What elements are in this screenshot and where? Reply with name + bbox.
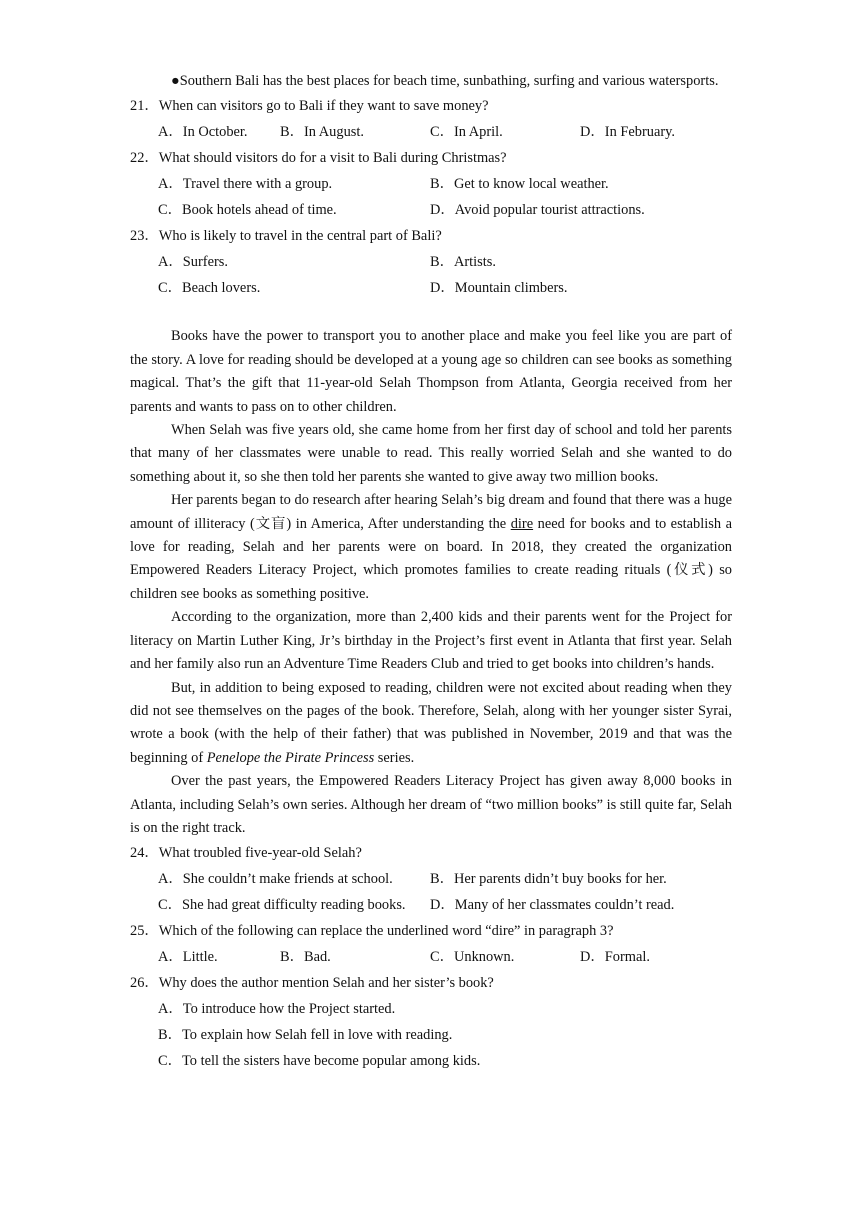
- option-d: D．Mountain climbers.: [430, 280, 568, 297]
- question-stem: 25．Which of the following can replace the underlined word “dire” in paragraph 3?: [130, 923, 614, 940]
- paragraph-1: Books have the power to transport you to another place and make you feel like you are part of the story. A love for reading should be developed at a young age so children can see books as something magical. That’s the gift that 11-year-old Selah Thompson from Atlanta, Georgia received from her parents and wants to pass on to other children.: [130, 328, 732, 415]
- paragraph-5-part-1: But, in addition to being exposed to reading, children were not excited about reading when they did not see themselves on the pages of the book. Therefore, Selah, along with her younger sister Syrai, wrote a book (with the help of their father) that was published in November, 2019 and that was the beginning of: [130, 679, 732, 766]
- question-26: [130, 970, 732, 1074]
- options-row: [130, 197, 732, 223]
- option-d: D．Avoid popular tourist attractions.: [430, 202, 645, 219]
- option-a: A．Travel there with a group.: [158, 176, 333, 193]
- options-row: [130, 171, 732, 197]
- option-a: A．Surfers.: [158, 254, 228, 271]
- option-b: B．Get to know local weather.: [430, 176, 609, 193]
- option-c: C．Beach lovers.: [158, 280, 261, 297]
- paragraph-3-part-2: need for books and to establish a love for reading, Selah and her parents were on board. In 2018, they created the organization Empowered Readers Literacy Project, which promotes families to create reading rituals (仪式) so children see books as something positive.: [130, 515, 732, 602]
- options-row: [130, 119, 732, 145]
- options-row: [130, 866, 732, 892]
- option-c: C．Unknown.: [430, 949, 515, 966]
- question-stem: 21．When can visitors go to Bali if they want to save money?: [130, 98, 489, 115]
- option-b: B．Artists.: [430, 254, 496, 271]
- section-gap: [130, 301, 732, 325]
- options-row: [130, 944, 732, 970]
- paragraph-3-part-1: Her parents began to do research after hearing Selah’s big dream and found that there was a huge amount of illiteracy (文盲) in America, After understanding the: [130, 492, 732, 532]
- option-d: D．Many of her classmates couldn’t read.: [430, 897, 675, 914]
- reading-passage: [130, 325, 732, 840]
- option-a: A．She couldn’t make friends at school.: [158, 871, 393, 888]
- question-stem: 22．What should visitors do for a visit to Bali during Christmas?: [130, 150, 507, 167]
- option-c: C．To tell the sisters have become popular among kids.: [158, 1053, 481, 1070]
- question-stem: 24．What troubled five-year-old Selah?: [130, 845, 362, 862]
- question-23: [130, 223, 732, 301]
- question-24: [130, 840, 732, 918]
- question-25: [130, 918, 732, 970]
- question-21: [130, 93, 732, 145]
- underlined-word: dire: [510, 515, 534, 532]
- question-22: [130, 145, 732, 223]
- exam-page: [130, 70, 732, 1074]
- paragraph-3: [130, 489, 732, 606]
- question-stem: 23．Who is likely to travel in the central part of Bali?: [130, 228, 442, 245]
- paragraph-4: According to the organization, more than 2,400 kids and their parents went for the Project for literacy on Martin Luther King, Jr’s birthday in the Project’s first event in Atlanta that first year. Selah and her family also run an Adventure Time Readers Club and tried to get books into children’s hands.: [130, 609, 732, 673]
- paragraph-5-part-2: series.: [374, 749, 415, 766]
- option-a: A．To introduce how the Project started.: [158, 1001, 396, 1018]
- option-b: B．Bad.: [280, 949, 331, 966]
- option-c: C．Book hotels ahead of time.: [158, 202, 337, 219]
- option-d: D．In February.: [580, 124, 675, 141]
- option-b: B．Her parents didn’t buy books for her.: [430, 871, 667, 888]
- option-c: C．In April.: [430, 124, 503, 141]
- question-stem: 26．Why does the author mention Selah and her sister’s book?: [130, 975, 494, 992]
- paragraph-5: [130, 677, 732, 771]
- option-c: C．She had great difficulty reading books.: [158, 897, 406, 914]
- option-a: A．Little.: [158, 949, 218, 966]
- paragraph-6: Over the past years, the Empowered Readers Literacy Project has given away 8,000 books in Atlanta, including Selah’s own series. Although her dream of “two million books” is still quite far, Selah is on the right track.: [130, 773, 732, 836]
- paragraph-2: When Selah was five years old, she came home from her first day of school and told her parents that many of her classmates were unable to read. This really worried Selah and she wanted to do something about it, so she then told her parents she wanted to give away two million books.: [130, 422, 732, 485]
- book-title: Penelope the Pirate Princess: [206, 749, 375, 766]
- passage-intro-tail: ●Southern Bali has the best places for beach time, sunbathing, surfing and various watersports.: [171, 73, 719, 89]
- option-b: B．In August.: [280, 124, 364, 141]
- option-d: D．Formal.: [580, 949, 650, 966]
- option-a: A．In October.: [158, 124, 248, 141]
- options-row: [130, 249, 732, 275]
- options-row: [130, 275, 732, 301]
- options-row: [130, 892, 732, 918]
- option-b: B．To explain how Selah fell in love with reading.: [158, 1027, 453, 1044]
